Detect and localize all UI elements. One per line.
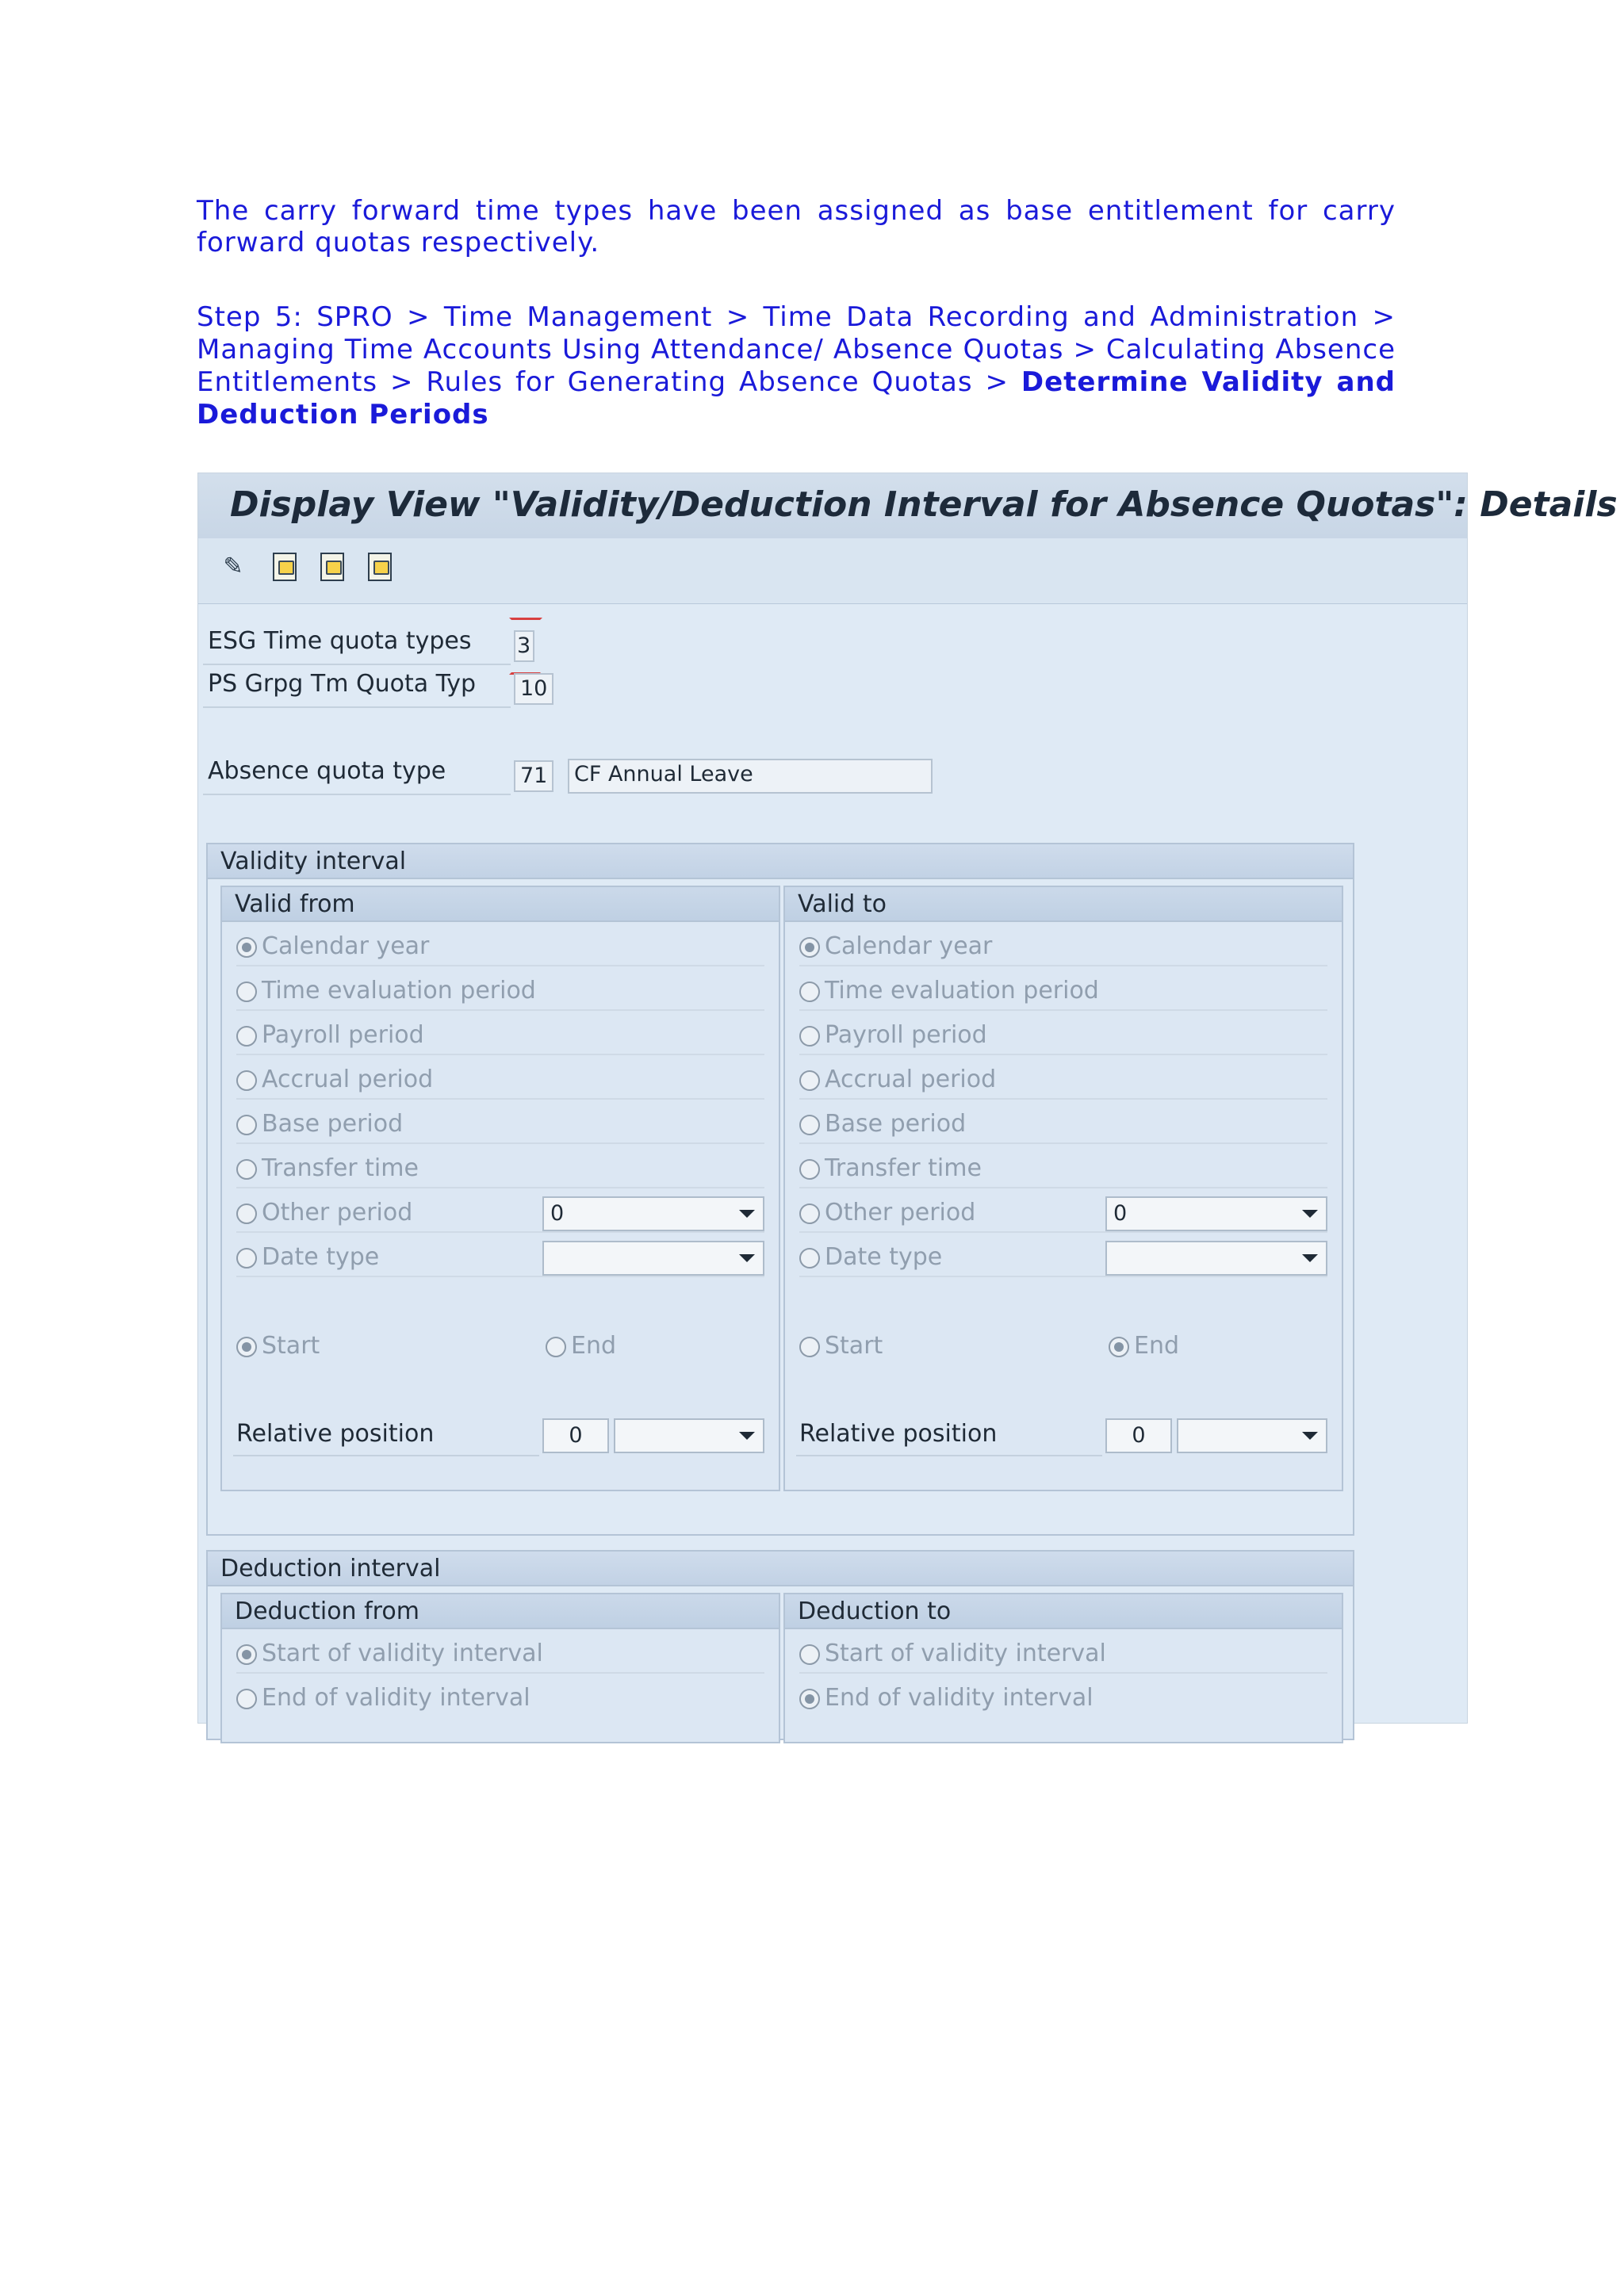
glasses-edit-icon[interactable]: ✎ — [223, 553, 243, 580]
relative-position-from-label: Relative position — [236, 1420, 435, 1448]
option-label: Start of validity interval — [825, 1640, 1106, 1667]
select-value: 0 — [550, 1201, 565, 1226]
relative-from-select[interactable] — [614, 1418, 764, 1453]
valid-from-time-eval[interactable] — [236, 976, 764, 1011]
esg-field[interactable]: 3 — [514, 630, 534, 662]
radio-selected-icon[interactable] — [236, 1644, 257, 1665]
chevron-down-icon[interactable] — [739, 1254, 755, 1262]
valid-from-base[interactable] — [236, 1109, 764, 1144]
esg-label: ESG Time quota types — [208, 627, 472, 655]
radio-icon[interactable] — [799, 1337, 820, 1357]
valid-to-accrual[interactable] — [799, 1065, 1327, 1100]
option-label: Calendar year — [262, 932, 430, 960]
radio-icon[interactable] — [799, 1159, 820, 1180]
valid-to-calendar-year[interactable] — [799, 932, 1327, 966]
radio-icon[interactable] — [236, 1159, 257, 1180]
valid-to-title: Valid to — [785, 887, 1342, 922]
psgrp-label: PS Grpg Tm Quota Typ — [208, 670, 477, 698]
option-label: End of validity interval — [825, 1684, 1094, 1712]
radio-selected-icon[interactable] — [236, 937, 257, 958]
page-title: Display View "Validity/Deduction Interval for Absence Quotas": Details — [230, 484, 1618, 525]
chevron-down-icon[interactable] — [739, 1432, 755, 1440]
option-label: Date type — [262, 1243, 380, 1271]
psgrp-field[interactable]: 10 — [514, 673, 553, 705]
radio-icon[interactable] — [799, 1070, 820, 1091]
absence-underline — [203, 794, 511, 795]
valid-to-transfer[interactable] — [799, 1154, 1327, 1188]
deduction-from-title: Deduction from — [222, 1594, 779, 1629]
chevron-down-icon[interactable] — [1302, 1210, 1318, 1218]
deduction-from-end[interactable] — [236, 1683, 764, 1716]
radio-icon[interactable] — [236, 1026, 257, 1047]
valid-from-end[interactable] — [546, 1331, 752, 1364]
absence-label: Absence quota type — [208, 757, 446, 785]
deduction-to-start[interactable] — [799, 1639, 1327, 1674]
radio-icon[interactable] — [236, 1115, 257, 1135]
absence-code-field[interactable]: 71 — [514, 760, 553, 792]
valid-to-payroll[interactable] — [799, 1020, 1327, 1055]
other-period-from-select[interactable] — [542, 1196, 764, 1231]
valid-from-accrual[interactable] — [236, 1065, 764, 1100]
option-label: Accrual period — [825, 1066, 997, 1093]
esg-underline — [203, 664, 511, 665]
valid-to-time-eval[interactable] — [799, 976, 1327, 1011]
option-label: Base period — [825, 1110, 967, 1138]
radio-icon[interactable] — [799, 1115, 820, 1135]
relative-from-field[interactable]: 0 — [542, 1418, 609, 1453]
radio-selected-icon[interactable] — [799, 1689, 820, 1709]
radio-icon[interactable] — [799, 1026, 820, 1047]
option-label: Accrual period — [262, 1066, 434, 1093]
valid-from-start[interactable] — [236, 1331, 442, 1364]
option-label: End — [1134, 1332, 1180, 1360]
option-label: Other period — [262, 1199, 413, 1226]
absence-text-field: CF Annual Leave — [568, 759, 933, 794]
table-document-icon[interactable] — [368, 553, 392, 581]
radio-icon[interactable] — [799, 1203, 820, 1224]
option-label: Start of validity interval — [262, 1640, 543, 1667]
focus-marker — [509, 618, 542, 675]
chevron-down-icon[interactable] — [1302, 1254, 1318, 1262]
sap-title-bar — [198, 473, 1618, 539]
radio-icon[interactable] — [546, 1337, 566, 1357]
option-label: Payroll period — [825, 1021, 987, 1049]
valid-from-calendar-year[interactable] — [236, 932, 764, 966]
option-label: Start — [262, 1332, 320, 1360]
select-value: 0 — [1113, 1201, 1128, 1226]
relative-from-underline — [233, 1455, 539, 1456]
valid-from-title: Valid from — [222, 887, 779, 922]
option-label: Start — [825, 1332, 883, 1360]
relative-to-select[interactable] — [1177, 1418, 1327, 1453]
option-label: Payroll period — [262, 1021, 424, 1049]
radio-icon[interactable] — [236, 1248, 257, 1269]
radio-selected-icon[interactable] — [1109, 1337, 1129, 1357]
option-label: Time evaluation period — [825, 977, 1099, 1004]
step-path-target: Determine Validity and Deduction Periods — [197, 366, 1396, 430]
radio-icon[interactable] — [799, 982, 820, 1002]
step-path-text: Step 5: SPRO > Time Management > Time Data Recording and Administration > Managing Time Accounts Using Attendance/ Absence Quotas > Calculating Absence Entitlements > Rules for Generating Absence Quotas > — [197, 301, 1396, 398]
validity-group-title: Validity interval — [208, 844, 1353, 879]
radio-selected-icon[interactable] — [236, 1337, 257, 1357]
radio-icon[interactable] — [236, 982, 257, 1002]
option-label: Base period — [262, 1110, 404, 1138]
option-label: Transfer time — [262, 1154, 419, 1182]
valid-from-payroll[interactable] — [236, 1020, 764, 1055]
valid-from-transfer[interactable] — [236, 1154, 764, 1188]
deduction-to-end[interactable] — [799, 1683, 1327, 1716]
save-document-icon[interactable] — [273, 553, 297, 581]
radio-selected-icon[interactable] — [799, 937, 820, 958]
option-label: End of validity interval — [262, 1684, 530, 1712]
step-path — [197, 301, 1396, 431]
psgrp-underline — [203, 706, 511, 708]
relative-to-field[interactable]: 0 — [1105, 1418, 1172, 1453]
deduction-group-title: Deduction interval — [208, 1552, 1353, 1586]
intro-text: The carry forward time types have been assigned as base entitlement for carry forward quotas respectively. — [197, 195, 1396, 258]
chevron-down-icon[interactable] — [739, 1210, 755, 1218]
radio-icon[interactable] — [236, 1689, 257, 1709]
valid-to-start[interactable] — [799, 1331, 1005, 1364]
other-period-to-select[interactable] — [1105, 1196, 1327, 1231]
chevron-down-icon[interactable] — [1302, 1432, 1318, 1440]
valid-to-end[interactable] — [1109, 1331, 1315, 1364]
export-document-icon[interactable] — [320, 553, 344, 581]
relative-position-to-label: Relative position — [799, 1420, 998, 1448]
date-type-to-select[interactable] — [1105, 1241, 1327, 1276]
radio-icon[interactable] — [236, 1070, 257, 1091]
option-label: Date type — [825, 1243, 943, 1271]
date-type-from-select[interactable] — [542, 1241, 764, 1276]
deduction-from-start[interactable] — [236, 1639, 764, 1674]
option-label: Calendar year — [825, 932, 993, 960]
radio-icon[interactable] — [236, 1203, 257, 1224]
valid-to-base[interactable] — [799, 1109, 1327, 1144]
sap-window — [197, 473, 1618, 1724]
option-label: End — [571, 1332, 617, 1360]
radio-icon[interactable] — [799, 1644, 820, 1665]
radio-icon[interactable] — [799, 1248, 820, 1269]
option-label: Other period — [825, 1199, 976, 1226]
deduction-to-title: Deduction to — [785, 1594, 1342, 1629]
option-label: Transfer time — [825, 1154, 982, 1182]
option-label: Time evaluation period — [262, 977, 536, 1004]
relative-to-underline — [796, 1455, 1102, 1456]
